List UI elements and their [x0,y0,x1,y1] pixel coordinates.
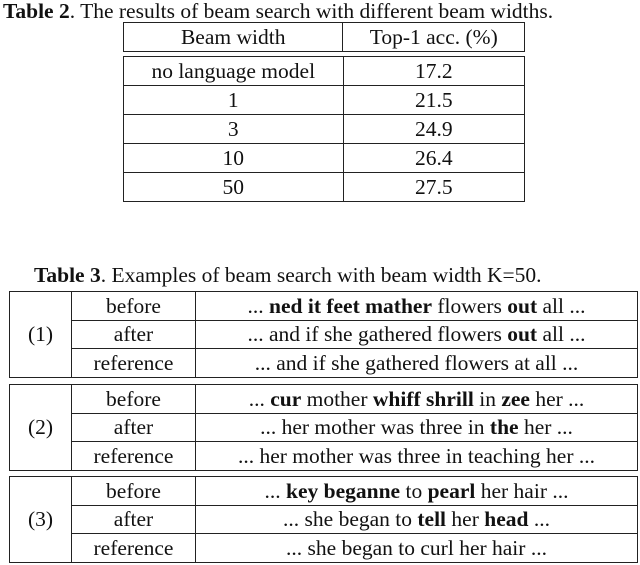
example-group-3 [9,476,638,563]
sentence-text: her ... [518,415,573,440]
sentence-text: ... [264,478,286,503]
beam-width-cell: no language model [124,57,344,86]
row-label: reference [72,349,196,378]
sentence-text: ... and if she gathered flowers [247,322,508,347]
sentence-cell [196,385,638,414]
table2-header-row [124,23,525,52]
row-label: after [72,505,196,534]
sentence-text: all ... [537,293,586,318]
sentence-text: ... [247,293,270,318]
sentence-cell [196,442,638,471]
error-word: out [507,293,538,318]
sentence-cell [196,292,638,321]
error-word: head [484,507,529,532]
beam-width-cell: 1 [124,86,344,115]
table-row [10,477,638,506]
example-group-1 [9,291,638,378]
row-label: before [72,385,196,414]
row-label: after [72,320,196,349]
error-word: out [507,322,538,347]
header-beam-width: Beam width [124,23,343,52]
sentence-text: ... her mother was three in teaching her ... [237,443,595,468]
sentence-text: ... her mother was three in [260,415,490,440]
table2-caption-label: Table 2 [3,0,70,23]
error-word: tell [417,507,447,532]
sentence-cell [196,413,638,442]
example-group-2 [9,384,638,471]
sentence-text: ... she began to [283,507,418,532]
sentence-text: to [400,478,428,503]
sentence-text: ... and if she gathered flowers at all ... [254,350,579,375]
sentence-text: ... [528,507,550,532]
table2-caption-text: . The results of beam search with different beam widths. [69,0,554,23]
top1-cell: 24.9 [343,115,525,144]
error-word: cur [270,386,302,411]
table-row [10,505,638,534]
top1-cell: 21.5 [343,86,525,115]
example-index: (1) [10,292,72,378]
sentence-text: her ... [529,386,585,411]
sentence-cell [196,320,638,349]
error-word: the [489,415,519,440]
table3-caption-label: Table 3 [34,263,101,287]
row-label: before [72,477,196,506]
beam-width-cell: 10 [124,144,344,173]
row-label: reference [72,534,196,563]
table-row [10,349,638,378]
table-row [124,86,525,115]
table-row [10,442,638,471]
error-word: whiff shrill [372,386,474,411]
table-row [124,173,525,202]
table2-header [123,22,525,52]
sentence-text: her [446,507,485,532]
error-word: pearl [427,478,476,503]
table3-caption-text: . Examples of beam search with beam width K=50. [100,263,542,287]
table-row [124,57,525,86]
sentence-cell [196,349,638,378]
table-row [124,115,525,144]
table-row [10,534,638,563]
beam-width-cell: 50 [124,173,344,202]
table-row [10,292,638,321]
example-index: (3) [10,477,72,563]
sentence-text: all ... [537,322,586,347]
sentence-cell [196,534,638,563]
table-row [124,144,525,173]
top1-cell: 27.5 [343,173,525,202]
error-word: key beganne [286,478,401,503]
error-word: ned it feet mather [269,293,432,318]
table3-caption [34,264,542,286]
table-row [10,413,638,442]
row-label: after [72,413,196,442]
table-row [10,320,638,349]
example-index: (2) [10,385,72,471]
beam-width-cell: 3 [124,115,344,144]
sentence-text: ... [248,386,271,411]
sentence-text: mother [301,386,373,411]
top1-cell: 26.4 [343,144,525,173]
row-label: before [72,292,196,321]
table2-caption [3,0,553,22]
sentence-cell [196,505,638,534]
row-label: reference [72,442,196,471]
sentence-text: ... she began to curl her hair ... [286,535,547,560]
top1-cell: 17.2 [343,57,525,86]
header-top1-acc: Top-1 acc. (%) [343,23,525,52]
table2-body [123,56,525,202]
sentence-text: in [473,386,502,411]
table-row [10,385,638,414]
error-word: zee [501,386,530,411]
sentence-text: her hair ... [475,478,569,503]
sentence-text: flowers [432,293,508,318]
sentence-cell [196,477,638,506]
